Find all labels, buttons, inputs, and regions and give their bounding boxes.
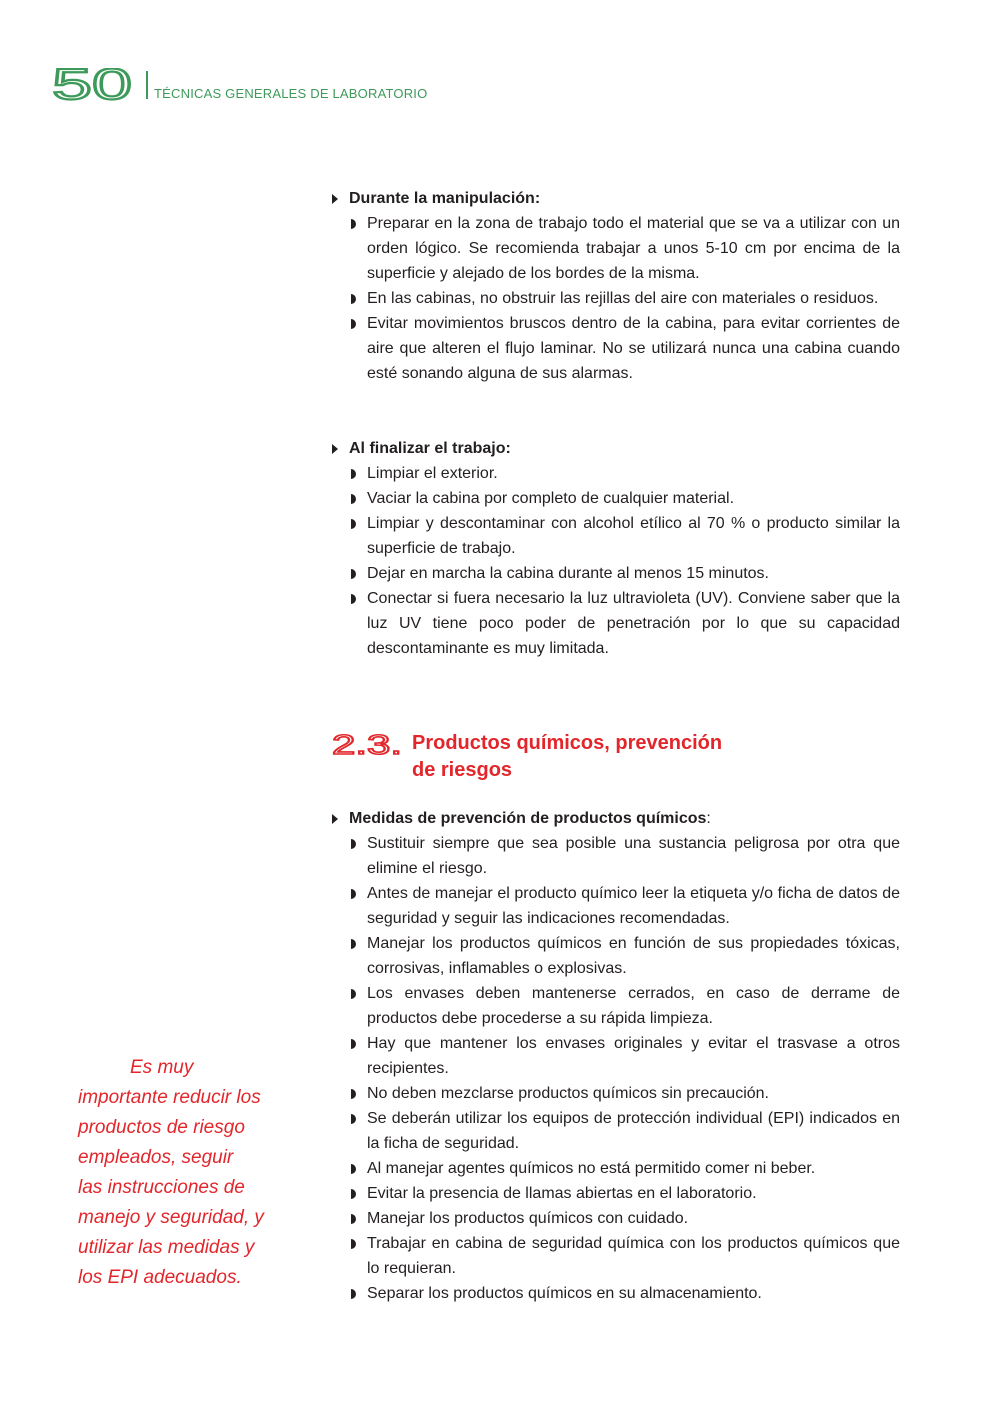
- list-item: Manejar los productos químicos con cuidado.: [332, 1206, 900, 1231]
- bullet-icon: [351, 1089, 356, 1099]
- section-title-text: Productos químicos, prevención de riesgos: [412, 732, 723, 781]
- list-item: Al manejar agentes químicos no está permitido comer ni beber.: [332, 1156, 900, 1181]
- list-item: No deben mezclarse productos químicos sin precaución.: [332, 1081, 900, 1106]
- chevron-right-icon: [332, 444, 338, 454]
- bullet-icon: [351, 519, 356, 529]
- bullet-icon: [351, 989, 356, 999]
- list-item: Limpiar y descontaminar con alcohol etílico al 70 % o producto similar la superficie de trabajo.: [332, 511, 900, 561]
- bullet-icon: [351, 569, 356, 579]
- bullet-list: [332, 831, 900, 1306]
- bullet-list: [332, 211, 900, 386]
- list-item: Manejar los productos químicos en función de sus propiedades tóxicas, corrosivas, inflamables o explosivas.: [332, 931, 900, 981]
- list-item: Separar los productos químicos en su almacenamiento.: [332, 1281, 900, 1306]
- list-item: Dejar en marcha la cabina durante al menos 15 minutos.: [332, 561, 900, 586]
- side-note-line: Es muy: [130, 1057, 194, 1078]
- side-note-line: empleados, seguir: [78, 1147, 234, 1168]
- section-heading: Medidas de prevención de productos químicos:: [332, 806, 900, 831]
- list-item: Conectar si fuera necesario la luz ultravioleta (UV). Conviene saber que la luz UV tiene poco poder de penetración por lo que su capacidad descontaminante es muy limitada.: [332, 586, 900, 661]
- chevron-right-icon: [332, 814, 338, 824]
- page-number: [52, 68, 134, 104]
- list-item: Limpiar el exterior.: [332, 461, 900, 486]
- bullet-icon: [351, 494, 356, 504]
- side-note-line: productos de riesgo: [78, 1117, 245, 1138]
- bullet-icon: [351, 1239, 356, 1249]
- bullet-icon: [351, 1214, 356, 1224]
- bullet-list: [332, 461, 900, 661]
- bullet-icon: [351, 294, 356, 304]
- list-item: Hay que mantener los envases originales y evitar el trasvase a otros recipientes.: [332, 1031, 900, 1081]
- list-item: Evitar movimientos bruscos dentro de la cabina, para evitar corrientes de aire que alteren el flujo laminar. No se utilizará nunca una cabina cuando esté sonando alguna de sus alarmas.: [332, 311, 900, 386]
- list-item: En las cabinas, no obstruir las rejillas del aire con materiales o residuos.: [332, 286, 900, 311]
- bullet-icon: [351, 594, 356, 604]
- svg-text:50: 50: [52, 68, 132, 104]
- side-note: [78, 1053, 283, 1293]
- side-note-line: los EPI adecuados.: [78, 1267, 242, 1288]
- chevron-right-icon: [332, 194, 338, 204]
- bullet-icon: [351, 1189, 356, 1199]
- bullet-icon: [351, 1039, 356, 1049]
- bullet-icon: [351, 469, 356, 479]
- bullet-icon: [351, 839, 356, 849]
- bullet-icon: [351, 1289, 356, 1299]
- section-title: [332, 728, 912, 788]
- header-divider: [146, 71, 148, 99]
- list-item: Trabajar en cabina de seguridad química con los productos químicos que lo requieran.: [332, 1231, 900, 1281]
- bullet-icon: [351, 1114, 356, 1124]
- section-finalizar: [332, 436, 900, 661]
- bullet-icon: [351, 219, 356, 229]
- list-item: Los envases deben mantenerse cerrados, en caso de derrame de productos debe procederse a su rápida limpieza.: [332, 981, 900, 1031]
- section-number: [332, 732, 406, 758]
- list-item: Preparar en la zona de trabajo todo el material que se va a utilizar con un orden lógico. Se recomienda trabajar a unos 5-10 cm por encima de la superficie y alejado de los bordes de la misma.: [332, 211, 900, 286]
- section-prevencion: [332, 806, 900, 1306]
- list-item: Evitar la presencia de llamas abiertas en el laboratorio.: [332, 1181, 900, 1206]
- bullet-icon: [351, 939, 356, 949]
- section-manipulacion: [332, 186, 900, 386]
- bullet-icon: [351, 319, 356, 329]
- list-item: Se deberán utilizar los equipos de protección individual (EPI) indicados en la ficha de seguridad.: [332, 1106, 900, 1156]
- side-note-line: manejo y seguridad, y: [78, 1207, 264, 1228]
- svg-text:2.3.: 2.3.: [332, 732, 402, 758]
- bullet-icon: [351, 1164, 356, 1174]
- section-heading: Durante la manipulación:: [332, 186, 900, 211]
- side-note-line: las instrucciones de: [78, 1177, 245, 1198]
- running-title: TÉCNICAS GENERALES DE LABORATORIO: [154, 86, 428, 101]
- section-heading: Al finalizar el trabajo:: [332, 436, 900, 461]
- list-item: Antes de manejar el producto químico leer la etiqueta y/o ficha de datos de seguridad y seguir las indicaciones recomendadas.: [332, 881, 900, 931]
- list-item: Sustituir siempre que sea posible una sustancia peligrosa por otra que elimine el riesgo.: [332, 831, 900, 881]
- side-note-line: importante reducir los: [78, 1087, 261, 1108]
- side-note-line: utilizar las medidas y: [78, 1237, 255, 1258]
- bullet-icon: [351, 889, 356, 899]
- list-item: Vaciar la cabina por completo de cualquier material.: [332, 486, 900, 511]
